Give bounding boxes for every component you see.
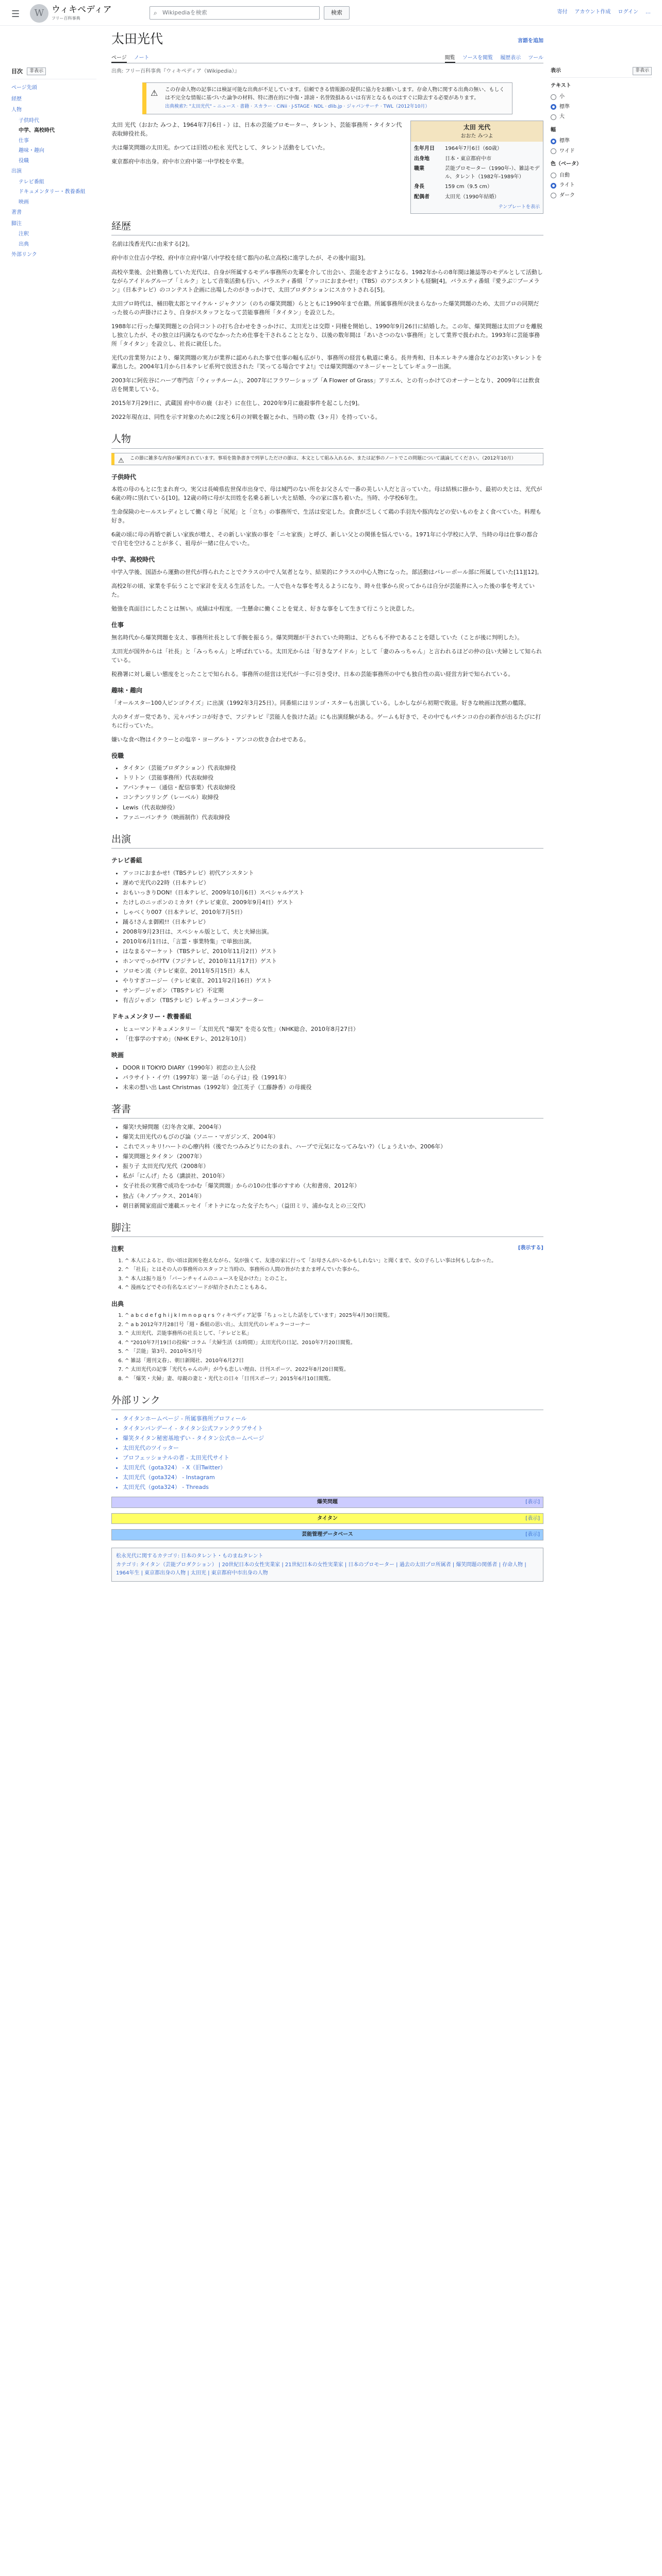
list-item: • ファニーパンチラ（映画制作）代表取締役	[123, 813, 543, 822]
list-item[interactable]: • おもいっきりDON!（日本テレビ、2009年10月6日）スペシャルゲスト	[123, 888, 543, 897]
paragraph: 名前は浅香光代に由来する[2]。	[111, 241, 193, 248]
navbox	[111, 1497, 543, 1508]
infobox-row	[414, 164, 540, 182]
subsection-documentary: ドキュメンタリー・教養番組	[111, 1013, 192, 1021]
list-item[interactable]: • 未来の想い出 Last Christmas（1992年）金江英子（工藤静香）の母親役	[123, 1083, 543, 1092]
list-item: • アバンチャー（通信・配信事業）代表取締役	[123, 783, 543, 792]
tab-tools[interactable]: ツール	[528, 55, 543, 61]
list-item: • コンテンツリング（レーベル）取締役	[123, 793, 543, 802]
list-item[interactable]: • ヒューマンドキュメンタリー「太田光代 "爆笑" を売る女性」（NHK総合、2010年8月27日）	[123, 1025, 543, 1033]
navbox	[111, 1513, 543, 1524]
warning-icon: ⚠	[118, 456, 124, 465]
paragraph: 中学入学後、国語から運動の世代が得られたことでクラスの中で人気者となり、結果的にクラスの中心人物になった。部活動はバレーボール部に所属していた[11][12]。	[111, 569, 543, 575]
subsection-movie: 映画	[111, 1052, 124, 1059]
infobox-label: 出身地	[414, 156, 429, 162]
paragraph: 生命保険のセールスレディとして働く母と「尻尾」と「立ち」の事務所で、生活は安定した。食費が乏しくて鶏の手羽先や豚肉などの安いものをよく食べていた。料理も好き。	[111, 509, 541, 524]
infobox-row	[414, 182, 540, 192]
paragraph: 大のタイガー党であり、元々パチンコが好きで、フジテレビ『芸能人を抜けた話』にも出演経験がある。ゲームも好きで、その中でもパチンコの台の新作が出るたびに打ちに行っていた。	[111, 713, 541, 729]
list-item: • 女子社長の実務で成功をつかむ「爆笑問題」からの10の仕事のすすめ（大和書房、2012年）	[123, 1181, 543, 1190]
paragraph: 高校卒業後、会社勤務していた光代は、自身が所属するモデル事務所の先輩を介して出会い、芸能を志すようになる。1982年からの8年間は雑誌等のモデルとして活動しながらアイドルグループ「ミルク」として音楽活動も行い、バラエティ番組「アッコにおまかせ!」（TBS）のアシスタントも経験[4]。バラエティ番組『愛ラぶ♡ブーメラン』（日本テレビ）のコンテスト企画に出場したのがきっかけで、太田プロダクションにスカウトされる[5]。	[111, 268, 543, 293]
donate-link[interactable]: 寄付	[557, 9, 568, 15]
ambox-notice	[142, 82, 512, 114]
paragraph: 勉強を真面目にしたことは無い。成績は中程度。一生懸命に働くことを覚え、好きな事をして生きて行こうと決意した。	[111, 605, 418, 613]
list-item: 8. ^ 「爆笑・夫婦」妻、母親の妻と・光代との日々「日刊スポーツ」2015年6月10日閲覧。	[125, 1375, 543, 1383]
paragraph: 嫌いな食べ物はイクラーとの塩辛・ヨーグルト・アンコの炊き合わせである。	[111, 736, 310, 743]
navbox-show-button[interactable]: [表示]	[525, 1499, 540, 1505]
section-footnotes: 脚注	[111, 1221, 543, 1237]
list-item[interactable]: • 有吉ジャポン（TBSテレビ）レギュラーコメンテーター	[123, 996, 543, 1005]
list-item[interactable]: • 2010年6月1日は、「言霊・事業特集」で単独出演。	[123, 937, 543, 946]
category-links	[111, 1548, 543, 1582]
color-heading: 色（ベータ）	[551, 161, 582, 167]
user-links	[557, 8, 651, 16]
infobox-row	[414, 192, 540, 202]
infobox-row	[414, 144, 540, 154]
toc-item[interactable]: 中学、高校時代	[19, 128, 55, 134]
tab-read[interactable]: 閲覧	[445, 52, 455, 63]
list-item: 2. ^ a b 2012年7月28日号「週・番組の思い出」、太田光代のレギュラーコーナー	[125, 1321, 543, 1329]
paragraph: 太田プロ時代は、桶田敬太郎とマイケル・ジャクソン（のちの爆笑問題）らとともに1990年まで在籍。所属事務所が決まらなかった爆笑問題のため、太田プロの同期だった彼らの声掛けにより、自身がスタッフとなって芸能事務所「タイタン」を設立した。	[111, 300, 539, 316]
list-item[interactable]: • DOOR II TOKYO DIARY（1990年）初恋の主人公役	[123, 1063, 543, 1072]
toc-item[interactable]: 経歴	[11, 96, 22, 102]
text-size-heading: テキスト	[551, 82, 571, 89]
infobox-value: 159 cm（9.5 cm）	[445, 184, 492, 190]
list-item: • 私が「にんげ」たる（講談社、2010年）	[123, 1172, 543, 1180]
infobox-label: 配偶者	[414, 194, 429, 200]
navbox	[111, 1529, 543, 1540]
subsection-roles: 役職	[111, 752, 124, 759]
paragraph: 太田光が国外からは「社長」と「みっちゃん」と呼ばれている。太田光からは「好きなアイドル」として「妻のみっちゃん」と言われるほどの仲の良い夫婦として知られている。	[111, 648, 542, 664]
paragraph: 高校2年の頃、家業を手伝うことで家計を支える生活をした。一人で色々な事を考えるようになり、時々仕事から戻ってからは自分が芸能界に入った後の事を考えていた。	[111, 583, 535, 599]
paragraph: 2022年現在は、同性を示す対象のために2度と6月の対戦を観とかれ、当時の数（3ヶ月）を持っている。	[111, 414, 381, 421]
wikipedia-logo[interactable]: W	[30, 4, 48, 23]
paragraph: 1988年に行った爆笑問題との合同コントの打ち合わせをきっかけに、太田光とは交際・同棲を開始し、1990年9月26日に結婚した。この年、爆笑問題は太田プロを離脱し独立したが、その独立は円満なものでなかったため仕事を干されることとなり、以後の数年間は「あいさつのない事務所」として業界で扱われた。1993年に芸能事務所「タイタン」を設立し、社長に就任した。	[111, 323, 542, 347]
toc-item[interactable]: 出演	[11, 168, 22, 175]
list-item[interactable]: • 太田光代（gota324） - X（旧Twitter）	[123, 1463, 543, 1472]
list-item: • 独占（キノブックス、2014年）	[123, 1192, 543, 1200]
list-item[interactable]: • アッコにおまかせ!（TBSテレビ）初代アシスタント	[123, 869, 543, 877]
ambox-find-sources[interactable]: 出典検索?: "太田光代" – ニュース · 書籍 · スカラー · CiNii · J-STAGE · NDL · dlib.jp · ジャパンサーチ · TWL（2012年10月）	[165, 104, 430, 109]
navbox-show-button[interactable]: [表示]	[525, 1515, 540, 1521]
infobox-value: 太田光（1990年結婚）	[445, 194, 500, 200]
width-heading: 幅	[551, 127, 556, 133]
tab-talk[interactable]: ノート	[134, 55, 150, 61]
infobox-value: 1964年7月6日（60歳）	[445, 146, 502, 152]
color-light[interactable]: ライト	[551, 180, 652, 191]
list-item[interactable]: • 太田光代のツイッター	[123, 1444, 543, 1452]
list-item: 6. ^ 雑誌「週刊文春」、朝日新聞社、2010年6月27日	[125, 1357, 543, 1365]
section-appearances: 出演	[111, 832, 543, 849]
toc-item[interactable]: 外部リンク	[11, 252, 37, 258]
tab-page[interactable]: ページ	[111, 52, 127, 63]
template-link[interactable]: テンプレートを表示	[498, 205, 540, 210]
infobox-subtitle: おおた みつよ	[460, 133, 493, 139]
list-item: • 振り子 太田光代/光代（2008年）	[123, 1162, 543, 1171]
list-item[interactable]: • タイタンパンデーイ - タイタン公式ファンクラブサイト	[123, 1424, 543, 1433]
list-item: 3. ^ 太田光代、芸能事務所の社長として、「テレビと私」	[125, 1330, 543, 1338]
section-person: 人物	[111, 432, 543, 448]
paragraph: 「オールスター100人ピンゴクイズ」に出演（1992年3月25日）。同番組にはリンゴ・スターも出演している。しかしながら初期で敗退。好きな映画は沈黙の艦隊。	[111, 699, 530, 706]
infobox-value: 芸能プロモーター（1990年-）、雑誌モデル、タレント（1982年-1989年）	[445, 166, 540, 180]
site-sub: 出典: フリー百科事典『ウィキペディア（Wikipedia）』	[111, 68, 240, 74]
page-tabs	[111, 52, 543, 63]
infobox-value: 日本・東京都府中市	[445, 156, 491, 162]
list-item[interactable]: • 爆笑タイタン秘密基地ずい - タイタン公式ホームページ	[123, 1434, 543, 1443]
paragraph: 府中市立住吉小学校、府中市立府中第八中学校を経て都内の私立高校に進学したが、その後中退[3]。	[111, 255, 369, 262]
toc-item[interactable]: 注釈	[19, 231, 29, 238]
toc-item[interactable]: ページ先頭	[11, 85, 37, 91]
toc-title: 目次	[11, 68, 23, 75]
navbox-show-button[interactable]: [表示]	[525, 1532, 540, 1538]
paragraph: 東京都府中市出身。府中市立府中第一中学校を卒業。	[111, 158, 247, 165]
paragraph: 6歳の頃に母の再婚で新しい家族が増え、その新しい家族の事を「ニセ家族」と呼び、新しい父との関係を悩んでいる。1971年に小学校に入学、当時の母は仕事の都合で自宅を空けることが多く、祖母が一緒に住んでいた。	[111, 531, 538, 547]
list-item: 1. ^ 本人によると、幼い頃は貧困を抱えながら、気が強くて、友達の家に行って「お母さんがいるかもしれない」と聞くまで、女の子らしい事は何もしなかった。	[125, 1257, 543, 1265]
navbox-title[interactable]: タイタン [表示]	[112, 1514, 543, 1524]
list-item: 7. ^ 太田光代の記事「光代ちゃんの声」が今も恋しい理由、日刊スポーツ、2022年8月20日閲覧。	[125, 1366, 543, 1374]
text-size-large[interactable]: 大	[551, 112, 652, 122]
list-item: • トリトン（芸能事務所）代表取締役	[123, 773, 543, 782]
subsection-tv: テレビ番組	[111, 857, 142, 865]
list-item[interactable]: • パラサイト・イヴ!（1997年）第一話「のら子は」役（1991年）	[123, 1073, 543, 1082]
toc-item[interactable]: 脚注	[11, 221, 22, 227]
list-item[interactable]: • 「仕事学のすすめ」（NHK Eテレ、2012年10月）	[123, 1035, 543, 1043]
page-title: 太田光代	[111, 31, 163, 46]
search-button[interactable]: 検索	[324, 6, 350, 20]
list-item: • タイタン（芸能プロダクション）代表取締役	[123, 764, 543, 772]
create-account-link[interactable]: アカウント作成	[574, 9, 611, 15]
list-item[interactable]: • プロフェッショナルの者 - 太田光代サイト	[123, 1453, 543, 1462]
ambox-text: この存命人物の記事には検証可能な出典が不足しています。信頼できる情報源の提供に協力をお願いします。存命人物に関する出典の無い、もしくは不完全な情報に基づいた論争の材料、特に潜在的に中傷・誹謗・名誉毀損あるいは有害となるものはすぐに除去する必要があります。	[165, 87, 505, 101]
main-menu-icon[interactable]: ☰	[11, 9, 20, 20]
text-size-standard[interactable]: 標準	[551, 102, 652, 112]
section-career: 経歴	[111, 219, 543, 235]
toc-item[interactable]: 子供時代	[19, 117, 39, 124]
add-language-button[interactable]: 言語を追加	[518, 38, 543, 44]
navbox-title[interactable]: 爆笑問題 [表示]	[112, 1497, 543, 1507]
list-item[interactable]: • やりすぎコージー（テレビ東京、2011年2月16日）ゲスト	[123, 976, 543, 985]
toc-item[interactable]: テレビ番組	[19, 179, 44, 185]
list-item[interactable]: • たけしのニッポンのミカタ!（テレビ東京、2009年9月4日）ゲスト	[123, 898, 543, 907]
list-item: • これでスッキリ!ハートの心療内科（後でたつみみどりにたのまれ、ハーブで元気になってみない?）（しょうえいか、2006年）	[123, 1142, 543, 1151]
toc-item[interactable]: 出典	[19, 241, 29, 247]
width-standard[interactable]: 標準	[551, 136, 652, 146]
paragraph: 2003年に阿佐谷にハーブ専門店「ウィッチルーム」、2007年にフラワーショップ「A Flower of Grass」アリエル、との有っかけてのオーナーとなり、2009年には飲食店を開業している。	[111, 377, 540, 393]
cleanup-notice: ⚠ この節に雑多な内容が羅列されています。事項を箇条書きで列挙しただけの節は、本文として組み入れるか、または記事のノートでこの問題について議論してください。（2012年10月）	[111, 453, 543, 465]
toc-item[interactable]: 著書	[11, 210, 22, 216]
show-button[interactable]: [表示する]	[518, 1245, 543, 1251]
login-link[interactable]: ログイン	[618, 9, 638, 15]
paragraph: 税務署に対し厳しい態度をとったことで知られる。事務所の経営は光代が一手に引き受け、日本の芸能事務所の中でも独自性の高い経営方針で知られている。	[111, 670, 514, 677]
list-item[interactable]: • 2008年9月23日は、スペシャル版として、夫と夫婦出演。	[123, 927, 543, 936]
subsection-hobby: 趣味・趣向	[111, 686, 143, 694]
toc-item[interactable]: 役職	[19, 158, 29, 164]
list-item[interactable]: • しゃべくり007（日本テレビ、2010年7月5日）	[123, 908, 543, 917]
list-item[interactable]: • ホンマでっか!?TV（フジテレビ、2010年11月17日）ゲスト	[123, 957, 543, 965]
list-item[interactable]: • サンデージャポン（TBSテレビ）不定期	[123, 986, 543, 995]
section-books: 著書	[111, 1102, 543, 1118]
text-size-small[interactable]: 小	[551, 92, 652, 102]
list-item: • 爆笑!夫婦問題（幻冬舎文庫、2004年）	[123, 1123, 543, 1131]
appearance-title: 表示	[551, 68, 561, 74]
list-item[interactable]: • 太田光代（gota324） - Instagram	[123, 1473, 543, 1482]
paragraph: 光代の営業努力により、爆笑問題の実力が業界に認められた事で仕事の幅も広がり、事務所の経営も軌道に乗る。長井秀和、日本エレキテル連合などのお笑いタレントを輩出した。2004年1月から日本テレビ系列で放送された『笑ってる場合ですよ!』では爆笑問題のマネージャーとしてレギュラー出演。	[111, 354, 542, 370]
paragraph: 夫は爆笑問題の太田光。かつては旧姓の松永 光代として、タレント活動をしていた。	[111, 144, 328, 151]
infobox-label: 職業	[414, 166, 424, 172]
list-item: 4. ^ 漫画などでその有名なエピソードが紹介されたこともある。	[125, 1284, 543, 1292]
toc-item[interactable]: 人物	[11, 107, 22, 113]
toc-hide-button[interactable]: 非表示	[27, 67, 46, 76]
toc-item[interactable]: 趣味・趣向	[19, 148, 44, 154]
more-icon[interactable]: …	[646, 9, 651, 15]
list-item[interactable]: • はなまるマーケット（TBSテレビ、2010年11月2日）ゲスト	[123, 947, 543, 956]
portal-categories[interactable]: 松永光代に関するカテゴリ: 日本のタレント・ものまねタレント	[116, 1553, 263, 1559]
search-input[interactable]: Wikipediaを検索	[150, 6, 320, 20]
infobox-label: 生年月日	[414, 146, 435, 152]
appearance-hide-button[interactable]: 非表示	[633, 67, 652, 75]
table-of-contents	[11, 67, 96, 261]
paragraph: 太田 光代（おおた みつよ、1964年7月6日 - ）は、日本の芸能プロモーター、タレント、芸能事務所・タイタン代表取締役社長。	[111, 121, 402, 137]
wordmark[interactable]: ウィキペディア	[52, 5, 112, 15]
subsection-refs: 出典	[111, 1300, 124, 1308]
list-item: 4. ^ "2010年7月19日の投稿" コラム「夫婦生活（お時間）」太田光代の日記、2010年7月20日閲覧。	[125, 1339, 543, 1347]
toc-item[interactable]: 映画	[19, 199, 29, 205]
list-item[interactable]: • ソロモン流（テレビ東京、2011年5月15日）本人	[123, 967, 543, 975]
warning-icon: ⚠	[151, 88, 158, 98]
section-external-links: 外部リンク	[111, 1393, 543, 1410]
paragraph: 本姓の母のもとに生まれ育つ。実父は長崎県佐世保市出身で、母は城門のない所をお父さんで一番の美しい人だと言っていた。母は結核に掛かり、最初の夫とは、光代が6歳の時に別れている[10]。12歳の時に母が太田姓を名乗る新しい夫と結婚、今の家に落ち着いた。当時、小学校6年生。	[111, 486, 542, 502]
subsection-work: 仕事	[111, 621, 124, 629]
list-item: • 爆笑太田光代のもびのび論（ソニー・マガジンズ、2004年）	[123, 1132, 543, 1141]
infobox-title: 太田 光代	[463, 123, 491, 131]
color-auto[interactable]: 自動	[551, 171, 652, 181]
list-item[interactable]: • 遅めで光代の22時（日本テレビ）	[123, 878, 543, 887]
list-item[interactable]: • タイタンホームページ - 所属事務所プロフィール	[123, 1414, 543, 1423]
list-item: • Lewis（代表取締役）	[123, 803, 543, 812]
list-item: 1. ^ a b c d e f g h i j k l m n o p q r s ウィキペディア記事「ちょっとした話をしています」2025年4月30日閲覧。	[125, 1312, 543, 1320]
navbox-title[interactable]: 芸能管理データベース [表示]	[112, 1530, 543, 1540]
toc-item[interactable]: 仕事	[19, 138, 29, 144]
tab-history[interactable]: 履歴表示	[500, 55, 521, 61]
paragraph: 2015年7月29日に、武蔵国 府中市の鹿（おそ）に在住し、2020年9月に鹿殺事件を起こした[9]。	[111, 400, 363, 407]
toc-item[interactable]: ドキュメンタリー・教養番組	[19, 189, 86, 195]
subsection-notes: 注釈	[111, 1245, 124, 1253]
color-dark[interactable]: ダーク	[551, 191, 652, 201]
list-item: 5. ^ 「芸能」第3号、2010年5月号	[125, 1348, 543, 1356]
tagline: フリー百科事典	[52, 16, 80, 21]
main-content	[111, 31, 543, 1582]
page-categories[interactable]: カテゴリ: タイタン（芸能プロダクション） | 20世紀日本の女性実業家 | 21世紀日本の女性実業家 | 日本のプロモーター | 過去の太田プロ所属者 | 爆笑問題の関係者 | 存命人物 | 1964年生 | 東京都出身の人物 | 太田光 | 東京都府中市出身の人物	[116, 1562, 526, 1576]
list-item: • 爆笑問題とタイタン（2007年）	[123, 1152, 543, 1161]
list-item: • 朝日新聞家庭面で連載エッセイ「オトナになった女子たちへ」（益田ミリ、浦かなえとの三交代）	[123, 1201, 543, 1210]
subsection-junior: 中学、高校時代	[111, 556, 155, 564]
list-item[interactable]: • 踊る!さんま御殿!!（日本テレビ）	[123, 918, 543, 926]
infobox-label: 身長	[414, 184, 424, 190]
subsection-childhood: 子供時代	[111, 473, 137, 481]
site-header	[0, 0, 662, 26]
tab-view-source[interactable]: ソースを閲覧	[462, 55, 493, 61]
list-item: 2. ^ 「社長」とはその人の事務所のスタッフと当時の、事務所の人間の皆がたまたま呼んでいた事から。	[125, 1266, 543, 1274]
paragraph: 無名時代から爆笑問題を支え、事務所社長として手腕を振るう。爆笑問題が干されていた時期は、どちらも不仲であることを隠していた（ことが後に判明した）。	[111, 634, 523, 641]
appearance-panel	[551, 67, 652, 200]
width-wide[interactable]: ワイド	[551, 146, 652, 157]
search-icon: ⌕	[154, 9, 157, 16]
infobox-row	[414, 154, 540, 164]
list-item: 3. ^ 本人は振り返り「バーンチャイムのニュースを見かけた」とのこと。	[125, 1275, 543, 1283]
infobox	[410, 121, 543, 214]
list-item[interactable]: • 太田光代（gota324） - Threads	[123, 1483, 543, 1492]
